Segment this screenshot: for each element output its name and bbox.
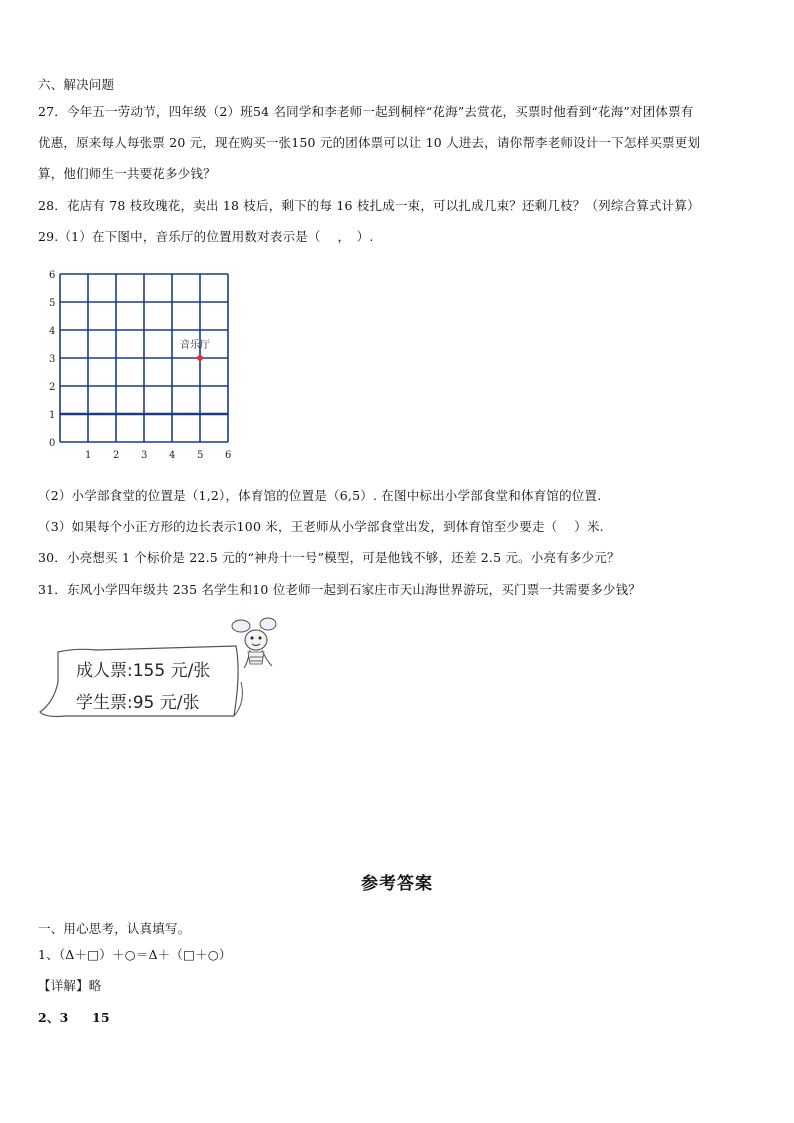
y-tick-label: 0 — [49, 438, 56, 449]
question-27-line1: 27．今年五一劳动节，四年级（2）班54 名同学和李老师一起到桐梓“花海”去赏花，买票时他看到“花海”对团体票有 — [38, 104, 694, 119]
y-tick-label: 6 — [49, 270, 56, 281]
answer-2-number: 2、3 — [38, 1010, 69, 1025]
section-heading: 六、解决问题 — [38, 77, 115, 92]
answer-1-detail: 【详解】略 — [38, 978, 102, 993]
y-tick-label: 1 — [49, 410, 56, 421]
question-27-line2: 优惠，原来每人每张票 20 元，现在购买一张150 元的团体票可以让 10 人进去，请你帮李老师设计一下怎样买票更划 — [38, 135, 701, 150]
answer-2-value: 15 — [92, 1010, 110, 1025]
question-29-part1: 29.（1）在下图中，音乐厅的位置用数对表示是（ ， ）. — [38, 229, 374, 244]
answers-section1: 一、用心思考，认真填写。 — [38, 921, 191, 936]
x-tick-label: 6 — [225, 450, 232, 461]
bee-mascot-icon — [232, 618, 276, 668]
concert-hall-point — [197, 355, 203, 361]
x-tick-label: 2 — [113, 450, 120, 461]
x-tick-label: 3 — [141, 450, 148, 461]
question-28: 28．花店有 78 枝玫瑰花，卖出 18 枝后，剩下的每 16 枝扎成一束，可以扎成几束？还剩几枝？（列综合算式计算） — [38, 198, 700, 213]
coordinate-grid-svg — [46, 264, 246, 464]
question-31: 31．东风小学四年级共 235 名学生和10 位老师一起到石家庄市天山海世界游玩，买门票一共需要多少钱？ — [38, 582, 641, 597]
adult-ticket-price: 成人票:155 元/张 — [76, 661, 211, 681]
answers-title: 参考答案 — [361, 874, 433, 894]
question-30: 30．小亮想买 1 个标价是 22.5 元的“神舟十一号”模型，可是他钱不够，还差 2.5 元。小亮有多少元？ — [38, 550, 620, 565]
question-27-line3: 算，他们师生一共要花多少钱？ — [38, 166, 216, 181]
coordinate-grid — [46, 264, 246, 464]
ticket-price-sign — [36, 612, 286, 722]
x-tick-label: 4 — [169, 450, 176, 461]
answer-1: 1、（Δ＋□）＋○＝Δ＋（□＋○） — [38, 947, 232, 962]
x-tick-label: 5 — [197, 450, 204, 461]
question-29-part3: （3）如果每个小正方形的边长表示100 米，王老师从小学部食堂出发，到体育馆至少要走（ ）米. — [38, 519, 604, 534]
y-tick-label: 2 — [49, 382, 56, 393]
y-tick-label: 4 — [49, 326, 56, 337]
x-tick-label: 1 — [85, 450, 92, 461]
y-tick-label: 3 — [49, 354, 56, 365]
question-29-part2: （2）小学部食堂的位置是（1,2），体育馆的位置是（6,5）. 在图中标出小学部食堂和体育馆的位置. — [38, 488, 602, 503]
y-tick-label: 5 — [49, 298, 56, 309]
student-ticket-price: 学生票:95 元/张 — [76, 693, 200, 713]
concert-hall-label: 音乐厅 — [180, 340, 210, 351]
